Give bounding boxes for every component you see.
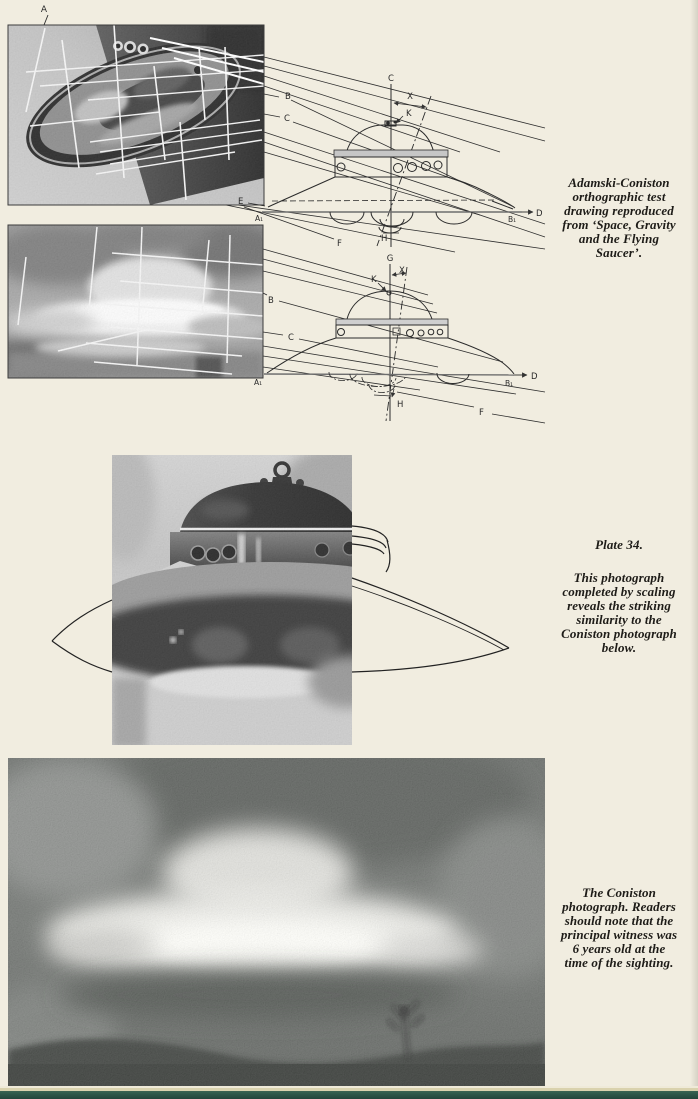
- caption-line: similarity to the: [576, 612, 662, 627]
- label-c-line: C: [284, 114, 290, 124]
- caption-line: from ‘Space, Gravity: [562, 217, 676, 232]
- caption-line: completed by scaling: [562, 584, 676, 599]
- label-g: G: [386, 254, 394, 264]
- label-b: B: [285, 92, 291, 102]
- caption-figure-top: [540, 176, 698, 260]
- label-k: K: [406, 109, 412, 119]
- caption-line: Adamski-Coniston: [568, 175, 670, 190]
- label-c2: C: [288, 333, 294, 343]
- caption-line: should note that the: [564, 913, 674, 928]
- orthographic-drawing-2: [264, 264, 545, 423]
- label-a1-2: A₁: [254, 378, 263, 387]
- label-a1: A₁: [255, 214, 264, 223]
- coniston-photograph: [8, 758, 545, 1088]
- label-b2: B: [268, 296, 274, 306]
- label-b1: B₁: [508, 215, 517, 224]
- label-h2: H: [397, 400, 404, 410]
- caption-line: Coniston photograph: [561, 626, 677, 641]
- caption-line: Saucer’.: [595, 245, 643, 260]
- label-d: D: [536, 209, 543, 219]
- label-f2: F: [479, 408, 484, 418]
- caption-line: principal witness was: [560, 927, 678, 942]
- caption-line: reveals the striking: [567, 598, 671, 613]
- coniston-photo-content: [8, 758, 545, 1088]
- label-x2: X: [399, 266, 405, 276]
- caption-line: below.: [601, 640, 637, 655]
- caption-line: The Coniston: [582, 885, 656, 900]
- caption-line: orthographic test: [572, 189, 666, 204]
- caption-line: photograph. Readers: [562, 899, 676, 914]
- caption-plate: [540, 571, 698, 655]
- plate-number: Plate 34.: [595, 537, 643, 552]
- label-a: A: [40, 5, 48, 15]
- caption-line: 6 years old at the: [572, 941, 666, 956]
- label-c-axis: C: [388, 74, 394, 84]
- label-f: F: [337, 239, 342, 249]
- label-b1-2: B₁: [505, 379, 514, 388]
- label-h: H: [381, 234, 388, 244]
- caption-coniston: [540, 886, 698, 970]
- page-edge-shade: [690, 0, 698, 1099]
- bottom-strip: [0, 1086, 698, 1099]
- label-k2: K: [371, 275, 377, 285]
- caption-line: drawing reproduced: [564, 203, 674, 218]
- caption-line: time of the sighting.: [564, 955, 674, 970]
- label-x: X: [407, 92, 413, 102]
- coniston-test-photo: [0, 221, 284, 378]
- plate34-composite: [30, 440, 540, 752]
- caption-line: This photograph: [573, 570, 665, 585]
- caption-plate-label: [540, 538, 698, 552]
- adamski-photo: [8, 17, 264, 205]
- caption-line: and the Flying: [578, 231, 660, 246]
- label-d2: D: [531, 372, 538, 382]
- label-e: E: [238, 197, 244, 207]
- figure2-composite: [0, 215, 560, 433]
